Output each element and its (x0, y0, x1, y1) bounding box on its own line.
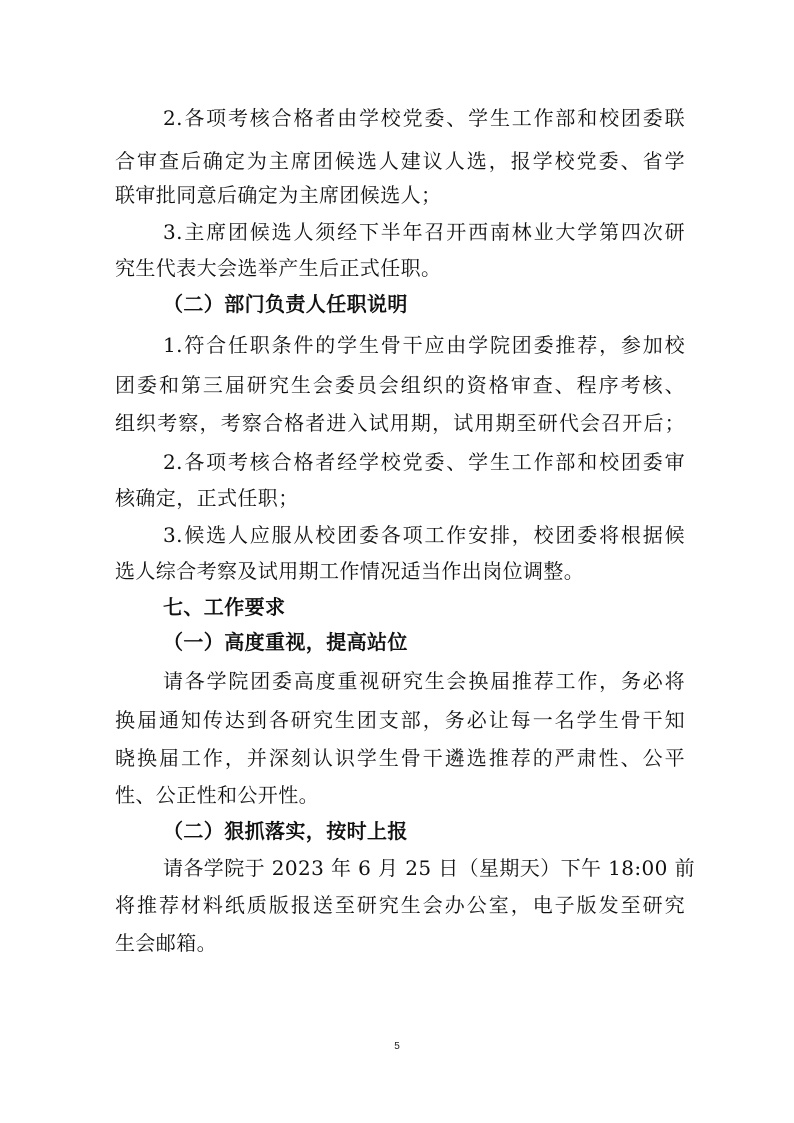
paragraph-line: 团委和第三届研究生会委员会组织的资格审查、程序考核、 (115, 373, 685, 397)
paragraph-line: 核确定，正式任职； (115, 486, 299, 510)
paragraph-line: 选人综合考察及试用期工作情况适当作出岗位调整。 (115, 559, 585, 583)
paragraph-line: 请各学院团委高度重视研究生会换届推荐工作，务必将 (163, 669, 685, 693)
paragraph-line: 请各学院于 2023 年 6 月 25 日（星期天）下午 18:00 前 (163, 856, 695, 880)
paragraph-line: 联审批同意后确定为主席团候选人； (115, 183, 442, 207)
subsection-heading: （二）部门负责人任职说明 (163, 292, 408, 316)
paragraph-line: 生会邮箱。 (115, 931, 217, 955)
paragraph-line: 究生代表大会选举产生后正式任职。 (115, 256, 442, 280)
paragraph-line: 换届通知传达到各研究生团支部，务必让每一名学生骨干知 (115, 708, 685, 732)
paragraph-line: 晓换届工作，并深刻认识学生骨干遴选推荐的严肃性、公平 (115, 746, 685, 770)
paragraph-line: 1.符合任职条件的学生骨干应由学院团委推荐，参加校 (163, 333, 685, 357)
paragraph-line: 3.候选人应服从校团委各项工作安排，校团委将根据候 (163, 523, 685, 547)
paragraph-line: 3.主席团候选人须经下半年召开西南林业大学第四次研 (163, 220, 685, 244)
page-number: 5 (394, 1041, 400, 1052)
section-heading: 七、工作要求 (163, 595, 286, 619)
paragraph-line: 2.各项考核合格者由学校党委、学生工作部和校团委联 (163, 106, 685, 130)
subsection-heading: （二）狠抓落实，按时上报 (163, 819, 408, 843)
paragraph-line: 2.各项考核合格者经学校党委、学生工作部和校团委审 (163, 450, 685, 474)
paragraph-line: 性、公正性和公开性。 (115, 783, 319, 807)
paragraph-line: 组织考察，考察合格者进入试用期，试用期至研代会召开后； (115, 411, 685, 435)
subsection-heading: （一）高度重视，提高站位 (163, 630, 408, 654)
paragraph-line: 将推荐材料纸质版报送至研究生会办公室，电子版发至研究 (115, 893, 685, 917)
paragraph-line: 合审查后确定为主席团候选人建议人选，报学校党委、省学 (115, 149, 685, 173)
